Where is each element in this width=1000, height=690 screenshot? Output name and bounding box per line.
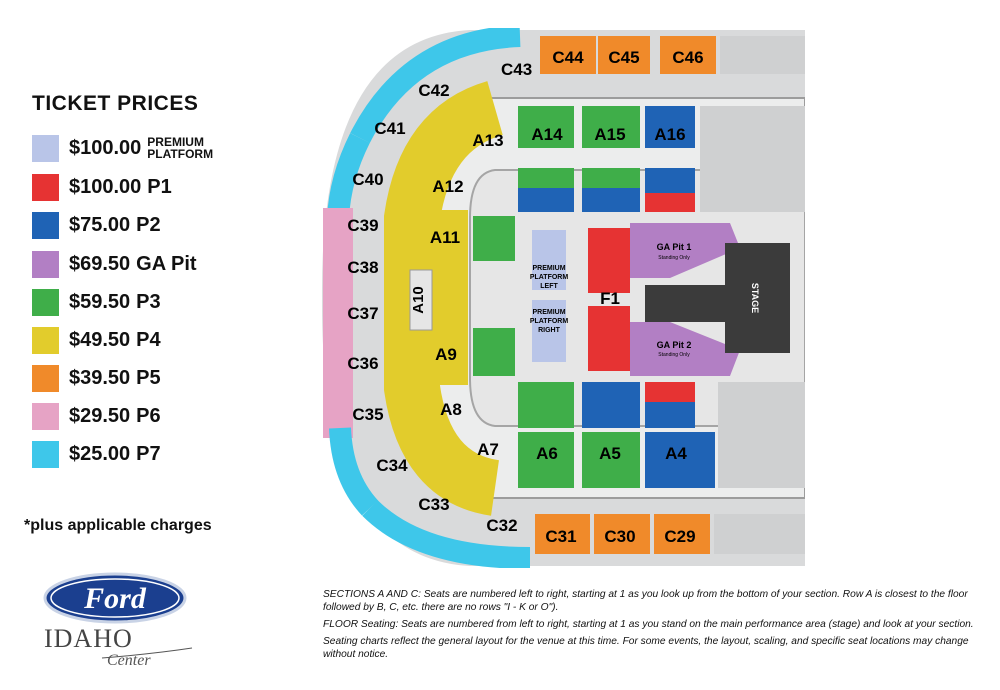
section-a15-label: A15 xyxy=(594,125,626,144)
legend-price: $69.50 xyxy=(69,252,131,275)
logo-venue: IDAHO xyxy=(44,624,133,653)
seating-notes xyxy=(323,588,988,665)
legend-item-p5 xyxy=(32,363,161,393)
legend-label: P2 xyxy=(136,213,161,236)
section-c31-label: C31 xyxy=(545,527,577,546)
premium-right-line2: PLATFORM xyxy=(529,318,569,325)
section-a12-label: A12 xyxy=(432,177,464,196)
premium-right-line3: RIGHT xyxy=(538,327,560,334)
legend-label: P7 xyxy=(136,442,161,465)
section-c34-label: C34 xyxy=(376,456,408,475)
note-floor: FLOOR Seating: Seats are numbered from left to right, starting at 1 as you stand on the main performance area (stage) and look at your section. xyxy=(323,619,974,630)
premium-right-line1: PREMIUM xyxy=(532,309,566,316)
section-c44-label: C44 xyxy=(552,48,584,67)
legend-price: $25.00 xyxy=(69,442,131,465)
charges-note: *plus applicable charges xyxy=(24,517,212,534)
ga-pit-2-standing: Standing Only xyxy=(658,352,690,358)
section-a4-label: A4 xyxy=(665,444,687,463)
section-a16-label: A16 xyxy=(654,125,686,144)
legend-item-premium-platform xyxy=(32,133,213,163)
section-a9-label: A9 xyxy=(435,345,457,364)
legend-swatch xyxy=(32,403,59,430)
legend-price: $49.50 xyxy=(69,328,131,351)
legend-price: $75.00 xyxy=(69,213,131,236)
legend-swatch xyxy=(32,212,59,239)
legend-label-line2: PLATFORM xyxy=(147,147,214,161)
legend-item-p3 xyxy=(32,287,161,317)
legend-label: P5 xyxy=(136,366,161,389)
legend-swatch xyxy=(32,135,59,162)
ford-idaho-center-logo xyxy=(42,572,202,672)
legend-item-p1 xyxy=(32,172,172,202)
legend-swatch xyxy=(32,289,59,316)
section-c37-label: C37 xyxy=(347,304,379,323)
legend-item-ga-pit xyxy=(32,249,197,279)
section-f1-label: F1 xyxy=(600,289,620,308)
section-c38-label: C38 xyxy=(347,258,379,277)
legend-price: $59.50 xyxy=(69,290,131,313)
section-a14-label: A14 xyxy=(531,125,563,144)
section-a7-label: A7 xyxy=(477,440,499,459)
section-c30-label: C30 xyxy=(604,527,636,546)
ga-pit-1-standing: Standing Only xyxy=(658,255,690,261)
legend-item-p7 xyxy=(32,439,161,469)
section-c36-label: C36 xyxy=(347,354,379,373)
legend-swatch xyxy=(32,441,59,468)
ga-pit-2-label: GA Pit 2 xyxy=(656,340,692,350)
seating-map xyxy=(320,28,805,568)
legend-label-line1: PREMIUM xyxy=(147,135,204,149)
legend-swatch xyxy=(32,174,59,201)
legend-label: GA Pit xyxy=(136,252,197,275)
premium-left-line3: LEFT xyxy=(540,283,558,290)
section-a11-label: A11 xyxy=(429,228,461,247)
legend-swatch xyxy=(32,327,59,354)
section-a6-label: A6 xyxy=(536,444,558,463)
section-c43-label: C43 xyxy=(501,60,533,79)
section-c29-label: C29 xyxy=(664,527,696,546)
section-c39-label: C39 xyxy=(347,216,379,235)
section-c32-label: C32 xyxy=(486,516,518,535)
legend-label: P4 xyxy=(136,328,161,351)
section-c33-label: C33 xyxy=(418,495,450,514)
legend-price: $100.00 xyxy=(69,175,142,198)
section-a8-label: A8 xyxy=(440,400,462,419)
section-c41-label: C41 xyxy=(374,119,406,138)
legend-price: $39.50 xyxy=(69,366,131,389)
legend-label: P1 xyxy=(147,175,172,198)
legend-item-p2 xyxy=(32,210,161,240)
section-c46-label: C46 xyxy=(672,48,704,67)
section-c45-label: C45 xyxy=(608,48,640,67)
section-a13-label: A13 xyxy=(472,131,504,150)
logo-brand: Ford xyxy=(84,582,146,615)
legend-price: $100.00 xyxy=(69,136,142,159)
premium-left-line2: PLATFORM xyxy=(529,274,569,281)
premium-left-line1: PREMIUM xyxy=(532,265,566,272)
section-c40-label: C40 xyxy=(352,170,384,189)
section-c35-label: C35 xyxy=(352,405,384,424)
legend-swatch xyxy=(32,251,59,278)
legend-price: $29.50 xyxy=(69,404,131,427)
logo-venue-script: Center xyxy=(107,652,151,669)
legend-label: P6 xyxy=(136,404,161,427)
stage-label: STAGE xyxy=(750,282,760,314)
legend-swatch xyxy=(32,365,59,392)
section-a5-label: A5 xyxy=(599,444,621,463)
section-a10-label: A10 xyxy=(410,286,427,314)
section-c42-label: C42 xyxy=(418,81,450,100)
legend-item-p4 xyxy=(32,325,161,355)
note-sections: SECTIONS A AND C: Seats are numbered left to right, starting at 1 as you look up from the bottom of your section. Row A is closest to the floor followed by B, C, etc. there are no rows "I - K or O"). xyxy=(323,589,968,613)
legend-title: TICKET PRICES xyxy=(32,92,199,115)
note-layout: Seating charts reflect the general layout for the venue at this time. For some events, the layout, scaling, and specific seat locations may change without notice. xyxy=(323,636,969,660)
legend-item-p6 xyxy=(32,401,161,431)
ga-pit-1-label: GA Pit 1 xyxy=(656,242,692,252)
legend-label: P3 xyxy=(136,290,161,313)
